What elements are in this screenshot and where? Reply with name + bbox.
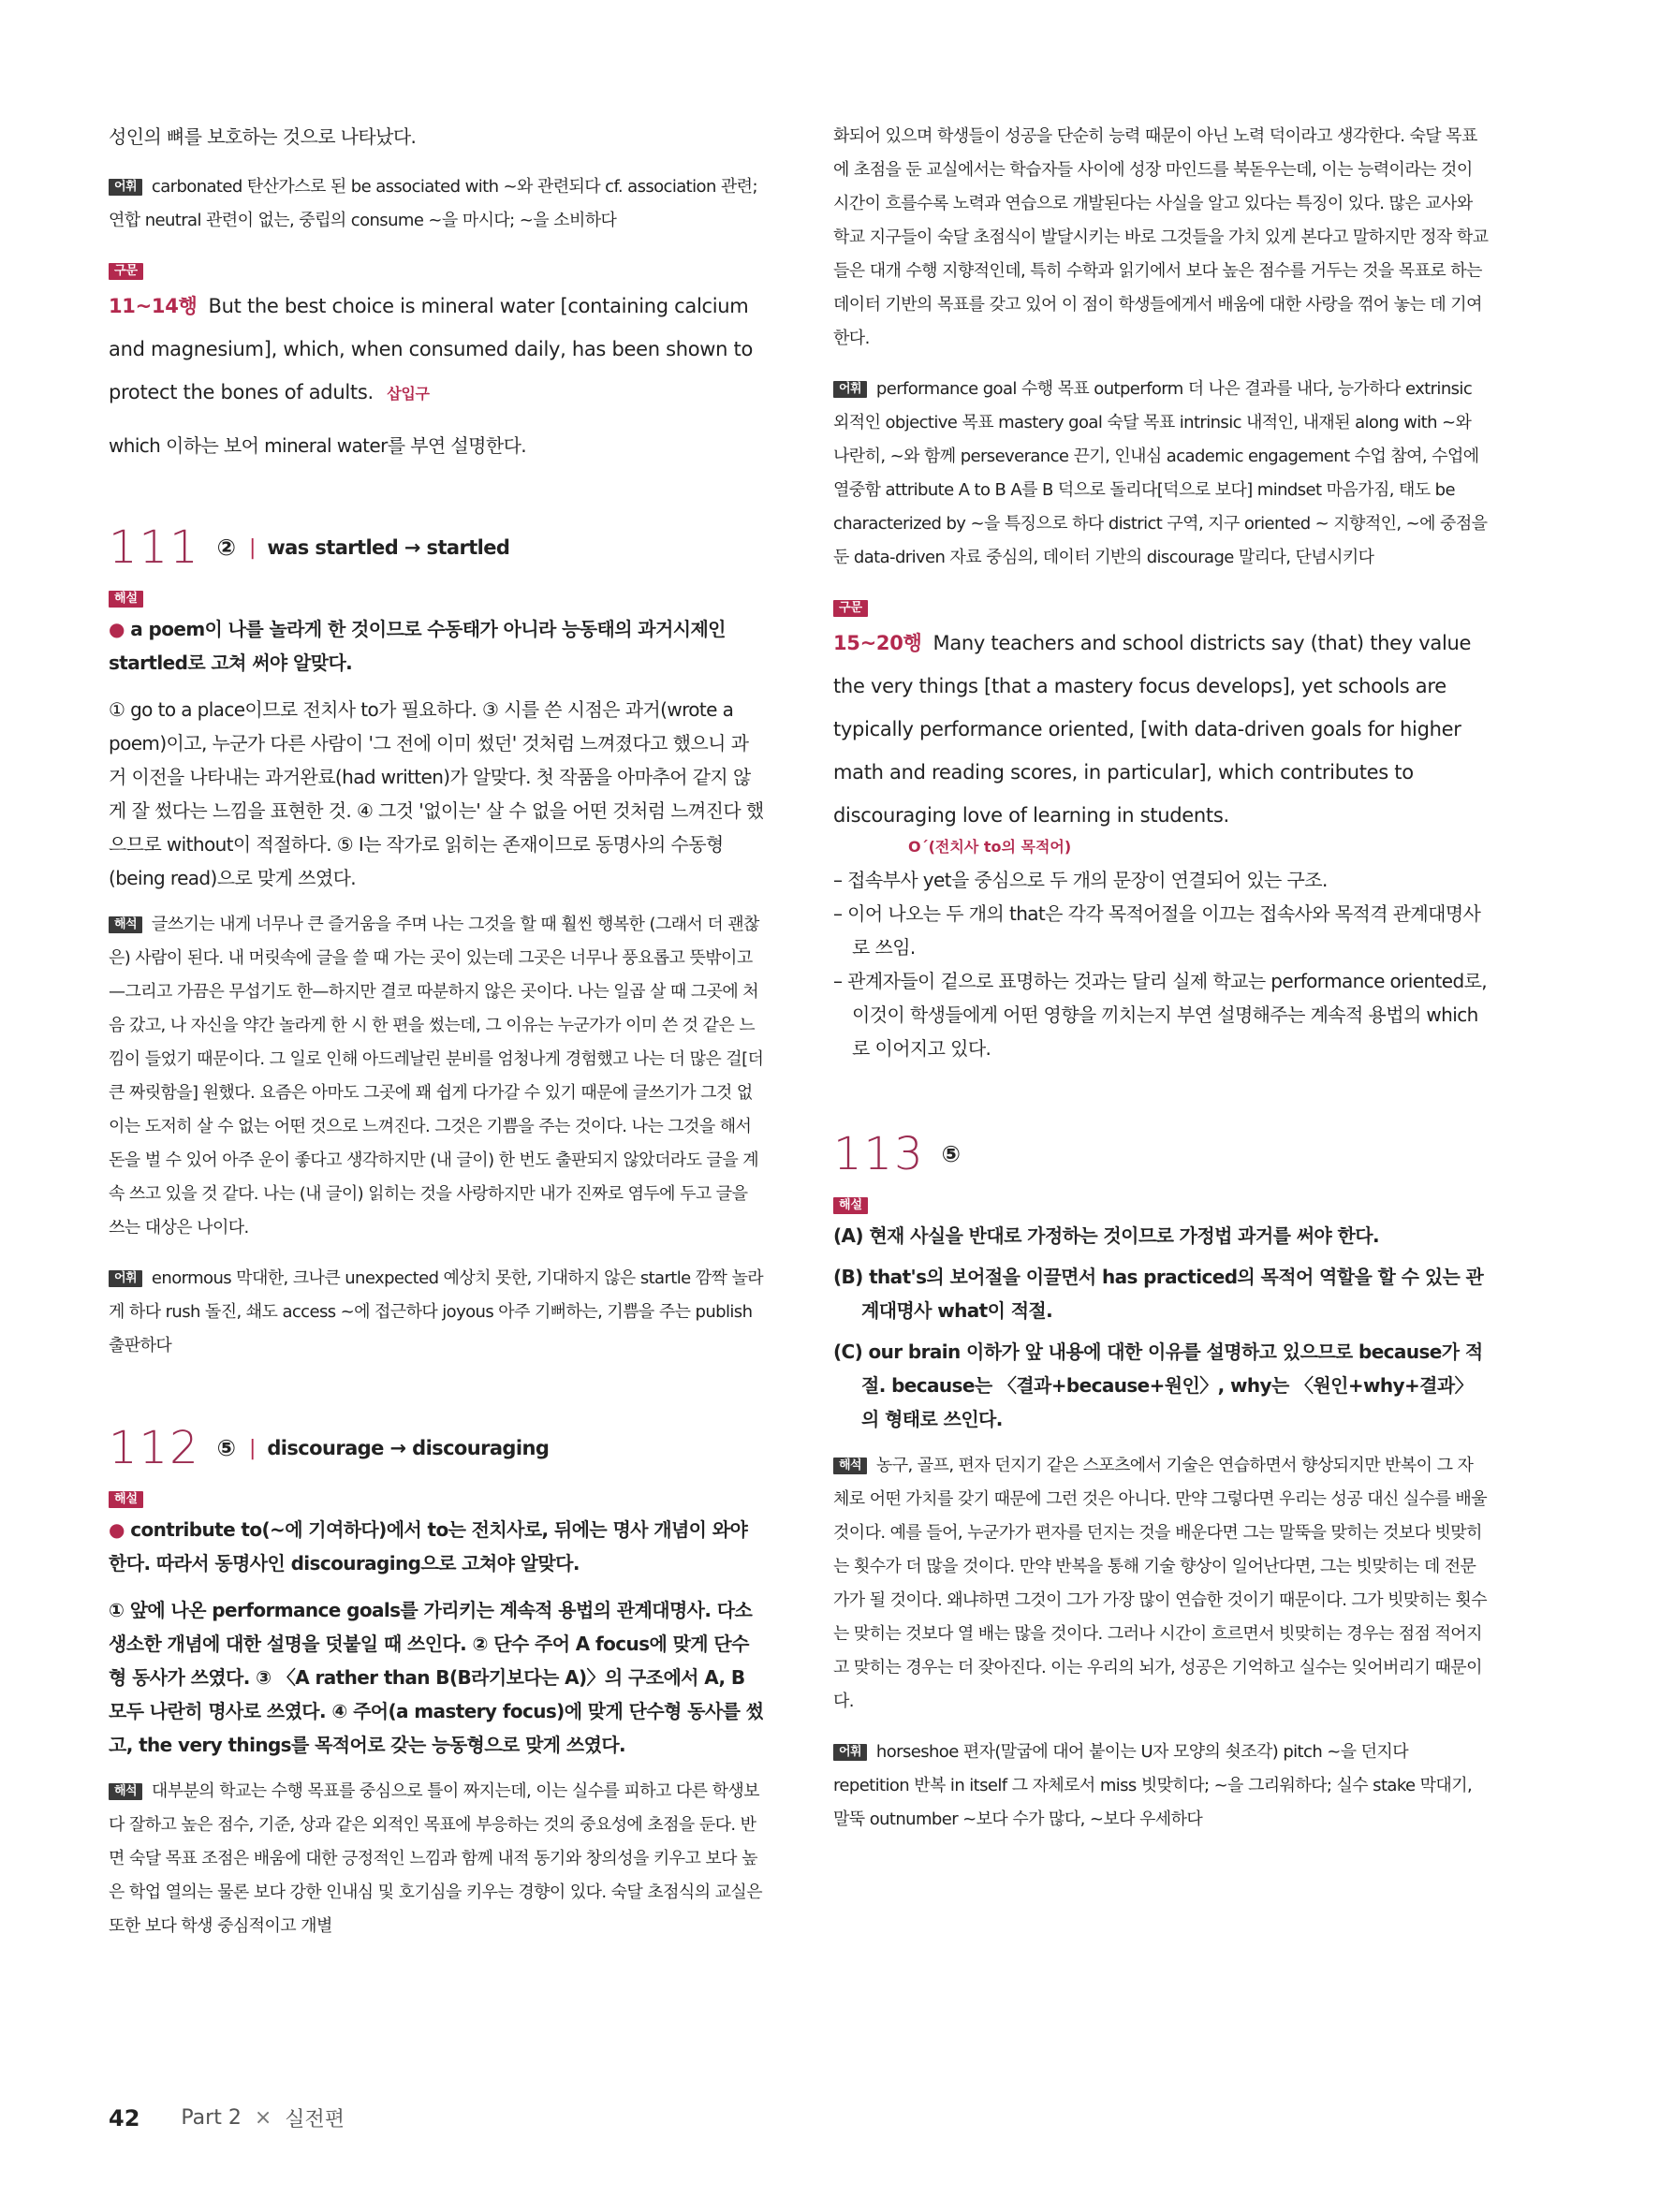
struct-point: – 관계자들이 겉으로 표명하는 것과는 달리 실제 학교는 performance oriented로, 이것이 학생들에게 어떤 영향을 끼치는지 부연 설명해주는 계속적 용법의 which로 이어지고 있다.: [833, 970, 1488, 1060]
explain-tag: 해설: [109, 591, 143, 608]
trans-tag: 해석: [109, 1783, 142, 1800]
vocab-block: [109, 170, 764, 238]
trans-tag: 해석: [833, 1458, 867, 1474]
struct-point: – 이어 나오는 두 개의 that은 각각 목적어절을 이끄는 접속사와 목적격 관계대명사로 쓰임.: [833, 902, 1481, 959]
vocab-text: enormous 막대한, 크나큰 unexpected 예상치 못한, 기대하지 않은 startle 깜짝 놀라게 하다 rush 돌진, 쇄도 access ~에 접근하다 joyous 아주 기뻐하는, 기쁨을 주는 publish 출판하다: [109, 1268, 764, 1355]
vocab-tag: 어휘: [109, 1270, 142, 1287]
question-header-113: [833, 1121, 1489, 1187]
answer-mark: ⑤: [941, 1141, 961, 1167]
divider-bar: |: [248, 535, 257, 560]
translation-block: [109, 1775, 764, 1943]
vocab-block: [833, 1736, 1489, 1837]
bullet-icon: ●: [109, 1518, 125, 1541]
translation-text: 글쓰기는 내게 너무나 큰 즐거움을 주며 나는 그것을 할 때 훨씬 행복한 (그래서 더 괜찮은) 사람이 된다. 내 머릿속에 글을 쓸 때 가는 곳이 있는데 그곳은 너무나 풍요롭고 뜻밖이고—그리고 가끔은 무섭기도 한—하지만 결코 따분하지 않은 곳이다. 나는 일곱 살 때 그곳에 처음 갔고, 나 자신을 약간 놀라게 한 시 한 편을 썼는데, 그 이유는 누군가가 이미 쓴 것 같은 느낌이 들었기 때문이다. 그 일로 인해 아드레날린 분비를 엄청나게 경험했고 나는 더 많은 걸[더 큰 짜릿함을] 원했다. 요즘은 아마도 그곳에 꽤 쉽게 다가갈 수 있기 때문에 글쓰기가 그것 없이는 도저히 살 수 없는 어떤 것으로 느껴진다. 그것은 기쁨을 주는 것이다. 나는 그것을 해서 돈을 벌 수 있어 아주 운이 좋다고 생각하지만 (내 글이) 한 번도 출판되지 않았더라도 글을 계속 쓰고 있을 것 같다. 나는 (내 글이) 읽히는 것을 사랑하지만 내가 진짜로 염두에 두고 글을 쓰는 대상은 나이다.: [109, 915, 764, 1238]
explain-main-text: a poem이 나를 놀라게 한 것이므로 수동태가 아니라 능동태의 과거시제인 startled로 고쳐 써야 알맞다.: [109, 618, 726, 674]
page-footer: [109, 2103, 345, 2132]
answer-mark: ⑤: [216, 1435, 236, 1461]
vocab-text: performance goal 수행 목표 outperform 더 나은 결과를 내다, 능가하다 extrinsic 외적인 objective 목표 mastery goal 숙달 목표 intrinsic 내적인, 내재된 along with ~와 나란히, ~와 함께 perseverance 끈기, 인내심 academic engagement 수업 참여, 수업에 열중함 attribute A to B A를 B 덕으로 돌리다[덕으로 보다] mindset 마음가짐, 태도 be characterized by ~을 특징으로 하다 district 구역, 지구 oriented ~ 지향적인, ~에 중점을 둔 data-driven 자료 중심의, 데이터 기반의 discourage 말리다, 단념시키다: [833, 379, 1488, 567]
translation-continued: 화되어 있으며 학생들이 성공을 단순히 능력 때문이 아닌 노력 덕이라고 생각한다. 숙달 목표에 초점을 둔 교실에서는 학습자들 사이에 성장 마인드를 북돋우는데, 이는 능력이라는 것이 시간이 흐를수록 노력과 연습으로 개발된다는 사실을 알고 있다는 특징이 있다. 많은 교사와 학교 지구들이 숙달 초점식이 발달시키는 바로 그것들을 가치 있게 본다고 말하지만 정작 학교들은 대개 수행 지향적인데, 특히 수학과 읽기에서 보다 높은 점수를 거두는 것을 목표로 하는 데이터 기반의 목표를 갖고 있어 이 점이 학생들에게서 배움에 대한 사랑을 꺾어 놓는 데 기여한다.: [833, 126, 1489, 348]
vocab-block: [833, 373, 1489, 575]
struct-lines: 15~20행: [833, 632, 922, 654]
struct-tag: 구문: [833, 600, 868, 617]
option-explain: (C) our brain 이하가 앞 내용에 대한 이유를 설명하고 있으므로 because가 적절. because는 〈결과+because+원인〉, why는 〈원인+why+결과〉의 형태로 쓰인다.: [833, 1340, 1483, 1430]
translation-block: [833, 1449, 1489, 1719]
explain-detail: ① 앞에 나온 performance goals를 가리키는 계속적 용법의 관계대명사. 다소 생소한 개념에 대한 설명을 덧붙일 때 쓰인다. ② 단수 주어 A focus에 맞게 단수형 동사가 쓰였다. ③ 〈A rather than B(B라기보다는 A)〉의 구조에서 A, B 모두 나란히 명사로 쓰였다. ④ 주어(a mastery focus)에 맞게 단수형 동사를 썼고, the very things를 목적어로 갖는 능동형으로 맞게 쓰였다.: [109, 1599, 764, 1756]
explain-main-text: contribute to(~에 기여하다)에서 to는 전치사로, 뒤에는 명사 개념이 와야 한다. 따라서 동명사인 discouraging으로 고쳐야 알맞다.: [109, 1518, 748, 1575]
vocab-text: carbonated 탄산가스로 된 be associated with ~와 관련되다 cf. association 관련; 연합 neutral 관련이 없는, 중립의 consume ~을 마시다; ~을 소비하다: [109, 177, 757, 230]
separator: ×: [254, 2106, 272, 2130]
question-header-112: [109, 1415, 764, 1481]
struct-tag: 구문: [109, 263, 143, 280]
page-number: 42: [109, 2104, 140, 2131]
vocab-text: horseshoe 편자(말굽에 대어 붙이는 U자 모양의 쇳조각) pitch ~을 던지다 repetition 반복 in itself 그 자체로서 miss 빗맞히다; ~을 그리워하다; 실수 stake 막대기, 말뚝 outnumber ~보다 수가 많다, ~보다 우세하다: [833, 1742, 1473, 1829]
translation-block: [109, 908, 764, 1245]
struct-lines: 11~14행: [109, 295, 198, 317]
intro-line: 성인의 뼈를 보호하는 것으로 나타났다.: [109, 125, 417, 148]
translation-text: 대부분의 학교는 수행 목표를 중심으로 틀이 짜지는데, 이는 실수를 피하고 다른 학생보다 잘하고 높은 점수, 기준, 상과 같은 외적인 목표에 부응하는 것의 중요성에 초점을 둔다. 반면 숙달 목표 조점은 배움에 대한 긍정적인 느낌과 함께 내적 동기와 창의성을 키우고 보다 높은 학업 열의는 물론 보다 강한 인내심 및 호기심을 키우는 경향이 있다. 숙달 초점식의 교실은 또한 보다 학생 중심적이고 개별: [109, 1781, 762, 1936]
option-explain: (B) that's의 보어절을 이끌면서 has practiced의 목적어 역할을 할 수 있는 관계대명사 what이 적절.: [833, 1266, 1484, 1322]
translation-text: 농구, 골프, 편자 던지기 같은 스포츠에서 기술은 연습하면서 향상되지만 반복이 그 자체로 어떤 가치를 갖기 때문에 그런 것은 아니다. 만약 그렇다면 우리는 성공 대신 실수를 배울 것이다. 예를 들어, 누군가가 편자를 던지는 것을 배운다면 그는 말뚝을 맞히는 것보다 빗맞히는 횟수가 더 많을 것이다. 만약 반복을 통해 기술 향상이 일어난다면, 그는 빗맞히는 데 전문가가 될 것이다. 왜냐하면 그것이 그가 가장 많이 연습한 것이기 때문이다. 그가 빗맞히는 횟수는 맞히는 것보다 열 배는 많을 것이다. 그러나 시간이 흐르면서 빗맞히는 경우는 점점 적어지고 맞히는 경우는 더 잦아진다. 이는 우리의 뇌가, 성공은 기억하고 실수는 잊어버리기 때문이다.: [833, 1456, 1487, 1711]
explain-tag: 해설: [109, 1491, 143, 1508]
explain-tag: 해설: [833, 1197, 868, 1214]
explain-main: [109, 612, 764, 680]
answer-mark: ②: [216, 535, 236, 561]
explain-main: [109, 1513, 764, 1580]
vocab-tag: 어휘: [833, 1744, 867, 1761]
option-explain: (A) 현재 사실을 반대로 가정하는 것이므로 가정법 과거를 써야 한다.: [833, 1224, 1379, 1247]
left-column: [109, 120, 764, 1943]
vocab-block: [109, 1262, 764, 1363]
struct-sentence: [833, 622, 1489, 837]
struct-note: 삽입구: [387, 385, 430, 403]
part-label: Part 2: [181, 2106, 242, 2130]
right-column: [833, 120, 1489, 1837]
question-number: 112: [109, 1422, 200, 1474]
correction: discourage → discouraging: [267, 1437, 550, 1459]
struct-text: Many teachers and school districts say (that) they value the very things [that a mastery focus develops], yet schools are typically performance oriented, [with data-driven goals for higher math and reading scores, in particular], which contributes to discouraging love of learning in students.: [833, 632, 1472, 827]
trans-tag: 해석: [109, 916, 142, 933]
question-number: 113: [833, 1128, 925, 1180]
vocab-tag: 어휘: [833, 381, 867, 398]
section-label: 실전편: [285, 2108, 345, 2131]
struct-point: – 접속부사 yet을 중심으로 두 개의 문장이 연결되어 있는 구조.: [833, 869, 1328, 891]
question-number: 111: [109, 521, 200, 574]
question-header-111: [109, 515, 764, 580]
vocab-tag: 어휘: [109, 179, 142, 196]
explain-detail: ① go to a place이므로 전치사 to가 필요하다. ③ 시를 쓴 시점은 과거(wrote a poem)이고, 누군가 다른 사람이 '그 전에 이미 썼던' 것처럼 느껴졌다고 했으니 과거 이전을 나타내는 과거완료(had written)가 알맞다. 첫 작품을 아마추어 같지 않게 잘 썼다는 느낌을 표현한 것. ④ 그것 '없이는' 살 수 없을 어떤 것처럼 느껴진다 했으므로 without이 적절하다. ⑤ I는 작가로 읽히는 존재이므로 동명사의 수동형(being read)으로 맞게 쓰였다.: [109, 698, 764, 889]
struct-note: O´(전치사 to의 목적어): [908, 838, 1072, 856]
struct-text: But the best choice is mineral water [containing calcium and magnesium], which, when consumed daily, has been shown to protect the bones of adults.: [109, 295, 754, 403]
struct-sentence: [109, 285, 764, 416]
correction: was startled → startled: [267, 536, 510, 559]
struct-explain: which 이하는 보어 mineral water를 부연 설명한다.: [109, 434, 527, 457]
bullet-icon: ●: [109, 618, 125, 640]
divider-bar: |: [248, 1436, 257, 1460]
